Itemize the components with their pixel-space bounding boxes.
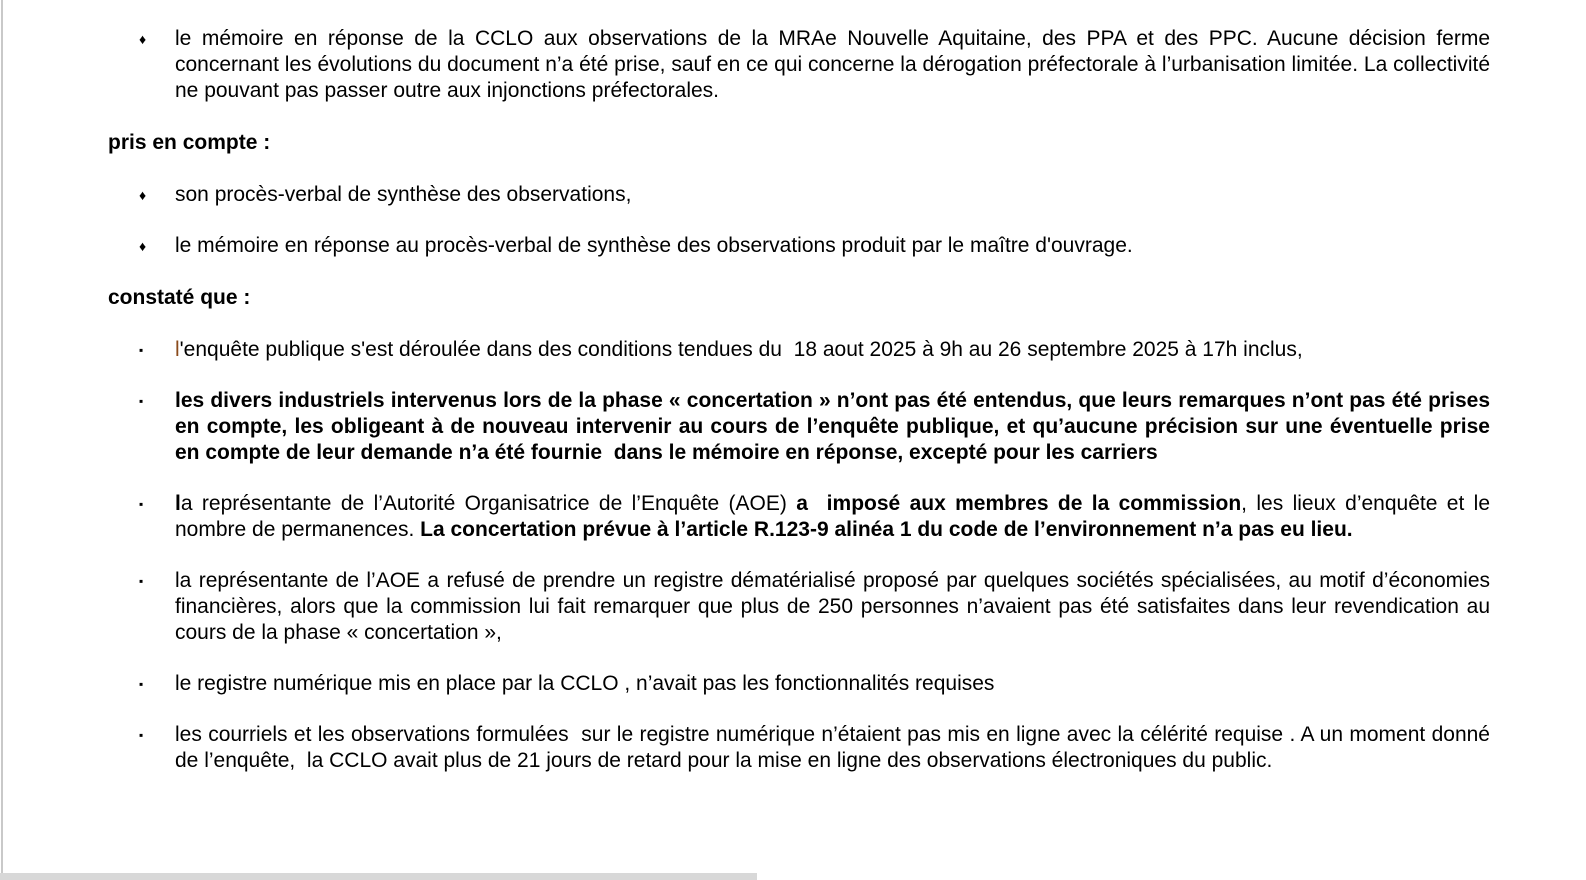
diamond-bullet-icon: ♦ (139, 238, 147, 254)
square-bullet-icon: ▪ (139, 677, 144, 691)
list-item-text: son procès-verbal de synthèse des observations, (175, 183, 632, 206)
diamond-bullet-icon: ♦ (139, 31, 147, 47)
heading-constate-que: constaté que : (108, 286, 251, 309)
square-bullet-icon: ▪ (139, 497, 144, 511)
pris-en-compte-list (108, 182, 1490, 259)
list-item (108, 671, 1490, 697)
square-bullet-icon: ▪ (139, 574, 144, 588)
list-item (108, 182, 1490, 208)
list-item-text: la représentante de l’Autorité Organisatrice de l’Enquête (AOE) a imposé aux membres de la commission, les lieux d’enquête et le nombre de permanences. La concertation prévue à l’article R.123-9 alinéa 1 du code de l’environnement n’a pas eu lieu. (175, 492, 1490, 541)
intro-bullet-list (108, 26, 1490, 104)
list-item-text: le mémoire en réponse au procès-verbal de synthèse des observations produit par le maître d'ouvrage. (175, 234, 1133, 257)
list-item (108, 233, 1490, 259)
square-bullet-icon: ▪ (139, 728, 144, 742)
square-bullet-icon: ▪ (139, 343, 144, 357)
list-item (108, 337, 1490, 363)
list-item (108, 722, 1490, 774)
list-item-text: les divers industriels intervenus lors de la phase « concertation » n’ont pas été entendus, que leurs remarques n’ont pas été prises en compte, les obligeant à de nouveau intervenir au cours de l’enquête publique, et qu’aucune précision sur une éventuelle prise en compte de leur demande n’a été fournie dans le mémoire en réponse, excepté pour les carriers (175, 389, 1490, 464)
document-content (108, 26, 1490, 799)
list-item-text: les courriels et les observations formulées sur le registre numérique n’étaient pas mis en ligne avec la célérité requise . A un moment donné de l’enquête, la CCLO avait plus de 21 jours de retard pour la mise en ligne des observations électroniques du public. (175, 723, 1490, 772)
list-item-text: la représentante de l’AOE a refusé de prendre un registre dématérialisé proposé par quelques sociétés spécialisées, au motif d’économies financières, alors que la commission lui fait remarquer que plus de 250 personnes n’avaient pas été satisfaites dans leur revendication au cours de la phase « concertation », (175, 569, 1490, 644)
list-item (108, 568, 1490, 646)
page-bottom-edge (0, 873, 757, 880)
list-item-text: le registre numérique mis en place par la CCLO , n’avait pas les fonctionnalités requises (175, 672, 995, 695)
square-bullet-icon: ▪ (139, 394, 144, 408)
page-left-border (1, 0, 3, 880)
list-item (108, 491, 1490, 543)
heading-pris-en-compte: pris en compte : (108, 131, 271, 154)
list-item (108, 388, 1490, 466)
list-item (108, 26, 1490, 104)
list-item-text: le mémoire en réponse de la CCLO aux observations de la MRAe Nouvelle Aquitaine, des PPA et des PPC. Aucune décision ferme concernant les évolutions du document n’a été prise, sauf en ce qui concerne la dérogation préfectorale à l’urbanisation limitée. La collectivité ne pouvant pas passer outre aux injonctions préfectorales. (175, 27, 1490, 102)
list-item-text: l'enquête publique s'est déroulée dans des conditions tendues du 18 aout 2025 à 9h au 26 septembre 2025 à 17h inclus, (175, 338, 1303, 361)
diamond-bullet-icon: ♦ (139, 187, 147, 203)
constate-que-list (108, 337, 1490, 774)
